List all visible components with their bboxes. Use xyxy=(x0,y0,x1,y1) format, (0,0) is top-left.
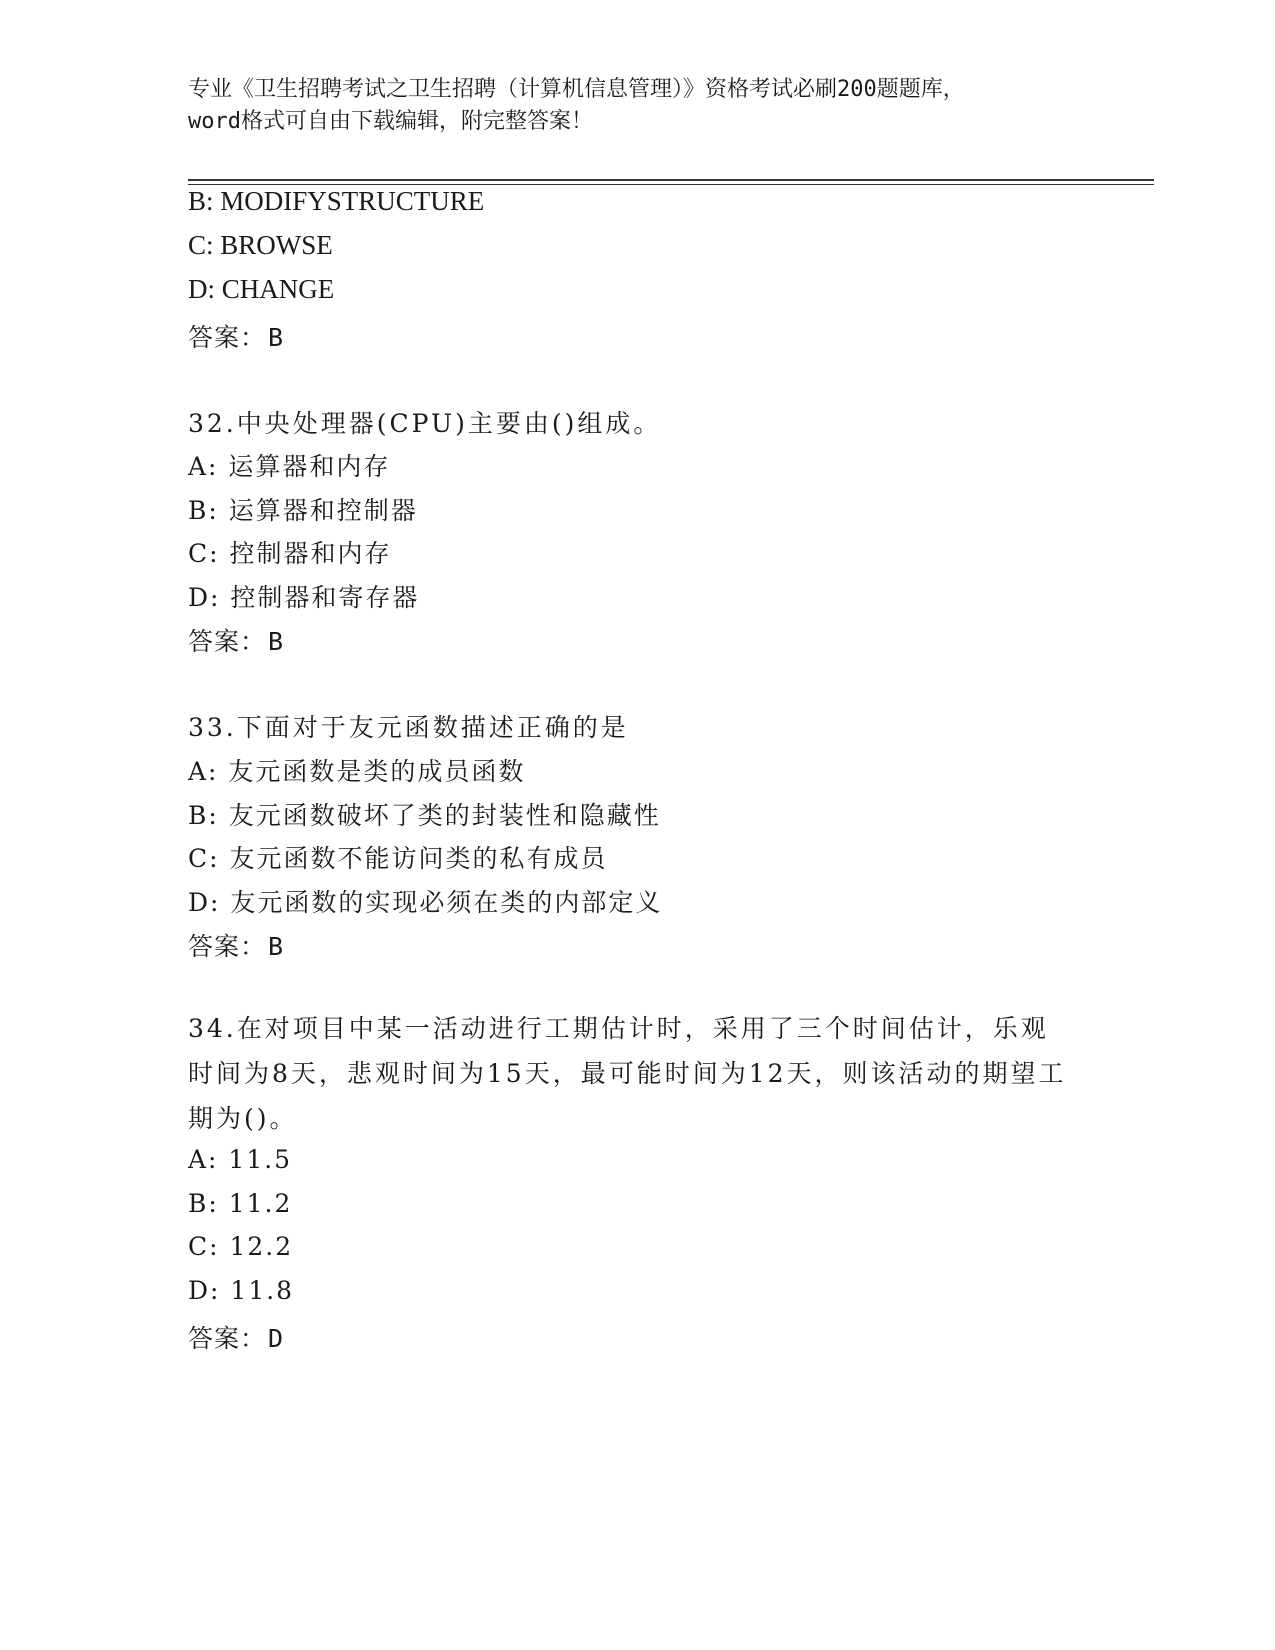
q33-option-b: B: 友元函数破坏了类的封装性和隐藏性 xyxy=(188,801,661,830)
q34-option-a: A: 11.5 xyxy=(188,1145,293,1174)
header-line-2: word格式可自由下载编辑，附完整答案！ xyxy=(188,109,593,134)
q32-answer xyxy=(188,622,284,658)
q32-option-b: B: 运算器和控制器 xyxy=(188,496,418,525)
header-line-1: 专业《卫生招聘考试之卫生招聘（计算机信息管理）》资格考试必刷200题题库， xyxy=(188,77,965,102)
q33-question: 33.下面对于友元函数描述正确的是 xyxy=(188,713,629,742)
answer-label: 答案： xyxy=(188,1324,267,1353)
q31-option-d: D: CHANGE xyxy=(188,274,335,304)
q34-question: 34.在对项目中某一活动进行工期估计时，采用了三个时间估计，乐观时间为8天，悲观时间为15天，最可能时间为12天，则该活动的期望工期为()。 xyxy=(188,1014,1067,1133)
document-header xyxy=(188,74,1088,138)
q31-answer xyxy=(188,318,284,354)
answer-value: D xyxy=(268,1324,285,1353)
q31-option-b: B: MODIFYSTRUCTURE xyxy=(188,186,485,216)
answer-label: 答案： xyxy=(188,932,267,961)
header-divider-thin xyxy=(188,184,1154,185)
q32-option-d: D: 控制器和寄存器 xyxy=(188,583,420,612)
q33-option-d: D: 友元函数的实现必须在类的内部定义 xyxy=(188,888,663,917)
q32-option-c: C: 控制器和内存 xyxy=(188,539,392,568)
q33-option-c: C: 友元函数不能访问类的私有成员 xyxy=(188,844,608,873)
q31-option-c: C: BROWSE xyxy=(188,230,333,260)
q34-answer xyxy=(188,1319,284,1355)
answer-value: B xyxy=(268,932,285,961)
answer-label: 答案： xyxy=(188,627,267,656)
q33-option-a: A: 友元函数是类的成员函数 xyxy=(188,757,526,786)
q34-option-d: D: 11.8 xyxy=(188,1276,295,1305)
q33-answer xyxy=(188,927,284,963)
answer-label: 答案： xyxy=(188,323,267,352)
answer-value: B xyxy=(268,323,285,352)
q32-question: 32.中央处理器(CPU)主要由()组成。 xyxy=(188,409,662,438)
header-divider-thick xyxy=(188,179,1154,181)
q34-option-b: B: 11.2 xyxy=(188,1189,293,1218)
q34-option-c: C: 12.2 xyxy=(188,1232,294,1261)
q32-option-a: A: 运算器和内存 xyxy=(188,452,391,481)
answer-value: B xyxy=(268,627,285,656)
